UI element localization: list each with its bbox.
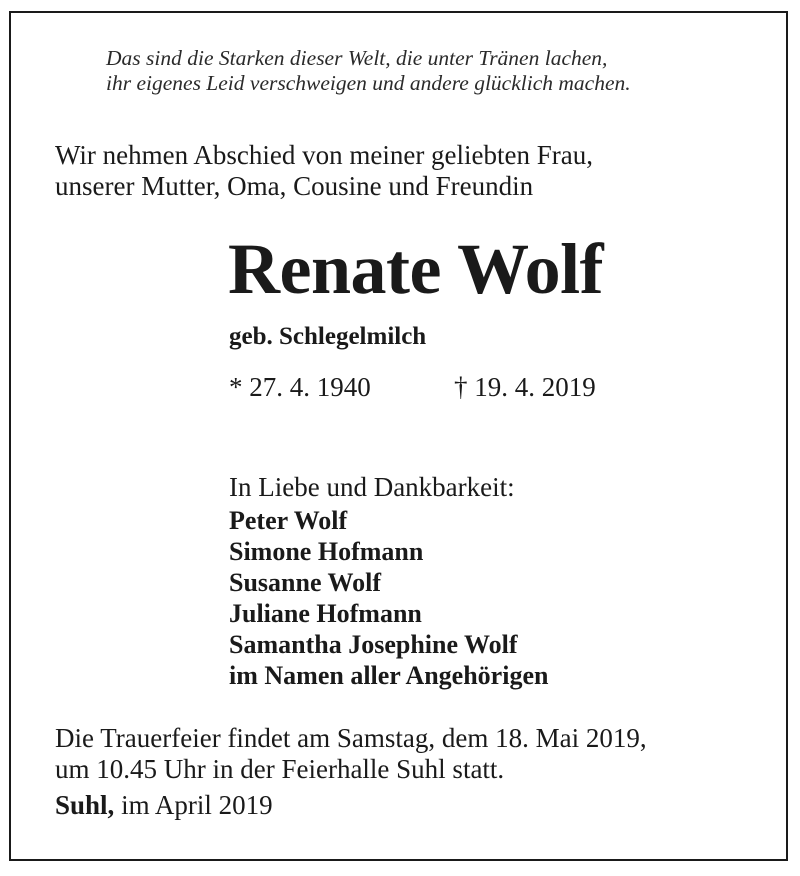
funeral-line-2: um 10.45 Uhr in der Feierhalle Suhl statt.	[55, 754, 505, 784]
motto-line-2: ihr eigenes Leid verschweigen und andere glücklich machen.	[106, 71, 631, 95]
mourner-name: Juliane Hofmann	[229, 599, 422, 628]
deceased-name: Renate Wolf	[228, 229, 604, 309]
mourner-name: Simone Hofmann	[229, 537, 424, 566]
dedication-heading: In Liebe und Dankbarkeit:	[229, 472, 515, 502]
mourner-name: Susanne Wolf	[229, 568, 381, 597]
birth-date: * 27. 4. 1940	[229, 372, 371, 402]
mourner-name: im Namen aller Angehörigen	[229, 661, 549, 690]
mourner-name: Samantha Josephine Wolf	[229, 630, 518, 659]
publication-date: im April 2019	[121, 790, 273, 820]
motto-line-1: Das sind die Starken dieser Welt, die unter Tränen lachen,	[106, 46, 608, 70]
place-date-line	[55, 789, 273, 821]
place-name: Suhl,	[55, 790, 115, 820]
birth-name: geb. Schlegelmilch	[229, 323, 427, 350]
death-date: † 19. 4. 2019	[454, 372, 596, 402]
intro-line-2: unserer Mutter, Oma, Cousine und Freundin	[55, 171, 534, 201]
funeral-line-1: Die Trauerfeier findet am Samstag, dem 18. Mai 2019,	[55, 723, 647, 753]
intro-line-1: Wir nehmen Abschied von meiner geliebten Frau,	[55, 140, 594, 170]
mourner-name: Peter Wolf	[229, 506, 348, 535]
